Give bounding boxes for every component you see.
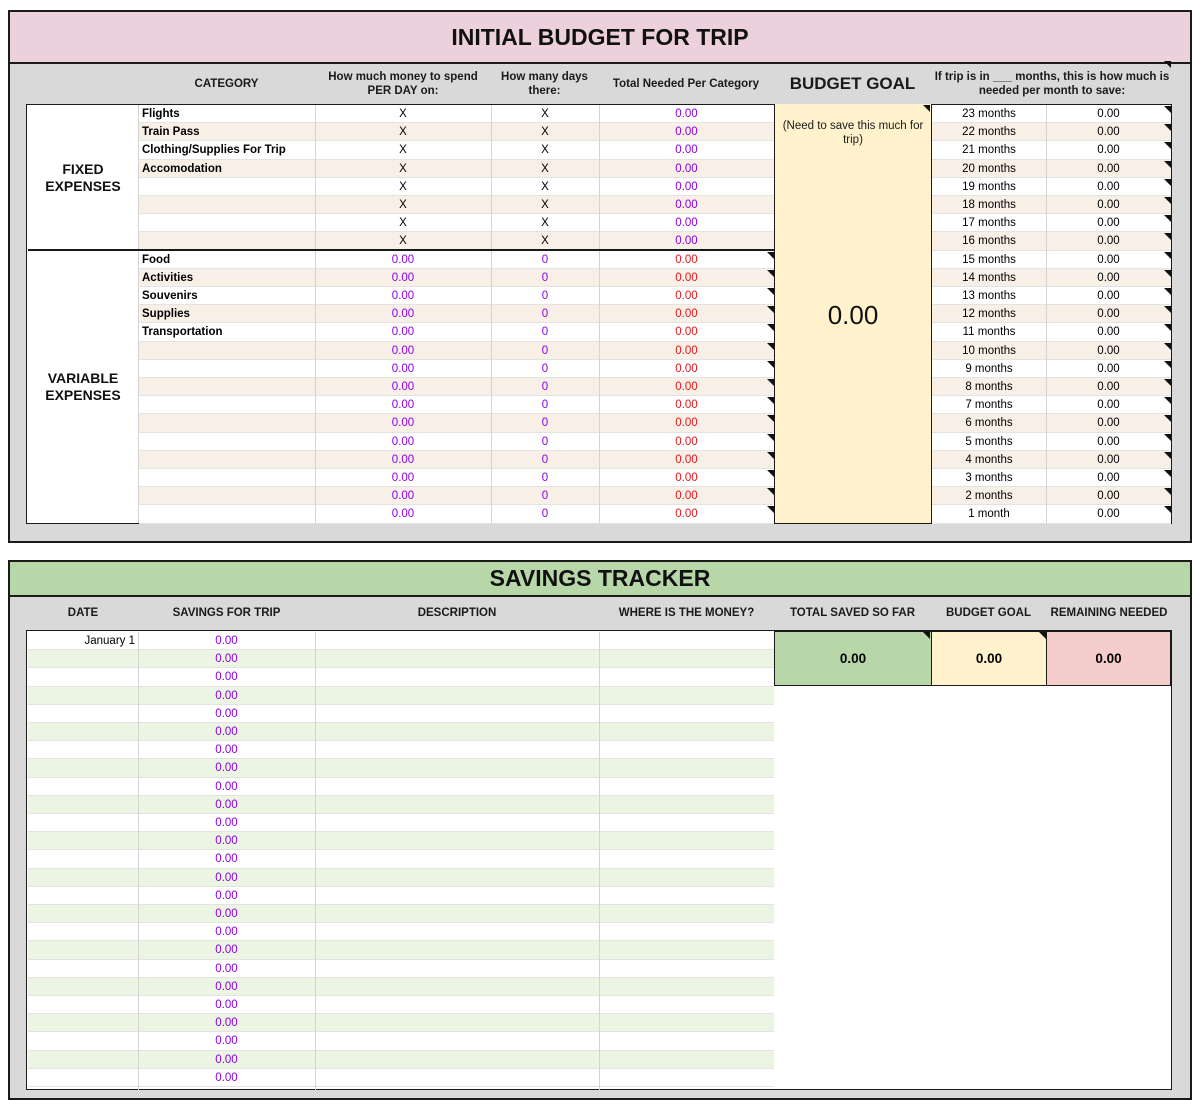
total-cell[interactable]: 0.00 [675, 108, 698, 120]
total-cell[interactable]: 0.00 [675, 162, 698, 175]
comment-marker [1164, 488, 1171, 495]
comment-marker [923, 105, 930, 112]
monthly-amount[interactable]: 0.00 [1097, 126, 1120, 139]
comment-marker [1164, 343, 1171, 350]
total-cell[interactable]: 0.00 [675, 472, 698, 484]
total-cell[interactable]: 0.00 [675, 126, 698, 139]
savings-amount-cell[interactable]: 0.00 [215, 835, 238, 848]
months-label: 7 months [965, 399, 1013, 412]
monthly-amount[interactable]: 0.00 [1097, 253, 1120, 266]
monthly-amount[interactable]: 0.00 [1097, 435, 1120, 448]
comment-marker [767, 306, 774, 313]
savings-amount-cell[interactable]: 0.00 [215, 707, 238, 720]
savings-goal-value: 0.00 [975, 651, 1003, 666]
per-day-cell[interactable]: 0.00 [391, 508, 415, 521]
days-cell[interactable]: 0 [541, 362, 549, 375]
days-cell[interactable]: X [541, 199, 549, 211]
days-cell[interactable]: 0 [541, 508, 549, 521]
total-cell[interactable]: 0.00 [675, 217, 698, 230]
comment-marker [1164, 452, 1171, 459]
category-cell[interactable]: Transportation [142, 326, 223, 339]
total-cell[interactable]: 0.00 [675, 508, 698, 521]
category-cell[interactable]: Clothing/Supplies For Trip [142, 144, 286, 157]
savings-amount-cell[interactable]: 0.00 [215, 853, 238, 866]
savings-amount-cell[interactable]: 0.00 [215, 780, 238, 793]
months-label: 2 months [965, 490, 1013, 503]
days-cell[interactable]: X [541, 180, 549, 193]
savings-amount-cell[interactable]: 0.00 [215, 1017, 238, 1030]
savings-title: SAVINGS TRACKER [10, 562, 1190, 597]
total-cell[interactable]: 0.00 [675, 326, 698, 339]
header-days: How many days there: [501, 71, 588, 97]
months-label: 5 months [965, 435, 1013, 448]
total-saved-value: 0.00 [839, 651, 867, 666]
per-day-cell[interactable]: X [399, 217, 407, 230]
per-day-cell[interactable]: 0.00 [391, 362, 415, 375]
months-label: 23 months [962, 108, 1016, 120]
savings-amount-cell[interactable]: 0.00 [215, 762, 238, 775]
savings-amount-cell[interactable]: 0.00 [215, 980, 238, 993]
monthly-amount[interactable]: 0.00 [1097, 344, 1120, 357]
monthly-amount[interactable]: 0.00 [1097, 417, 1120, 430]
total-cell[interactable]: 0.00 [675, 490, 698, 503]
months-label: 11 months [962, 326, 1016, 339]
comment-marker [767, 397, 774, 404]
months-label: 16 months [962, 235, 1016, 248]
header-per-day: How much money to spend PER DAY on: [328, 71, 478, 97]
per-day-cell[interactable]: 0.00 [391, 344, 415, 357]
grid-line [599, 105, 600, 523]
months-label: 21 months [962, 144, 1016, 157]
days-cell[interactable]: 0 [541, 290, 549, 302]
savings-amount-cell[interactable]: 0.00 [215, 653, 238, 666]
grid-line [491, 105, 492, 523]
monthly-amount[interactable]: 0.00 [1097, 508, 1120, 521]
days-cell[interactable]: X [541, 144, 549, 157]
group-divider [28, 249, 774, 251]
category-cell[interactable]: Train Pass [142, 126, 200, 139]
total-cell[interactable]: 0.00 [675, 417, 698, 430]
savings-amount-cell[interactable]: 0.00 [215, 944, 238, 957]
comment-marker [767, 415, 774, 422]
monthly-amount[interactable]: 0.00 [1097, 399, 1120, 412]
monthly-amount[interactable]: 0.00 [1097, 453, 1120, 466]
comment-marker [1164, 397, 1171, 404]
header-date: DATE [67, 607, 99, 619]
monthly-amount[interactable]: 0.00 [1097, 108, 1120, 120]
months-label: 6 months [965, 417, 1013, 430]
header-total: Total Needed Per Category [612, 78, 760, 90]
comment-marker [1164, 288, 1171, 295]
comment-marker [1164, 306, 1171, 313]
savings-amount-cell[interactable]: 0.00 [215, 689, 238, 702]
months-label: 20 months [962, 162, 1016, 175]
days-cell[interactable]: 0 [541, 308, 549, 321]
per-day-cell[interactable]: 0.00 [391, 326, 415, 339]
savings-amount-cell[interactable]: 0.00 [215, 798, 238, 811]
months-label: 12 months [962, 308, 1016, 321]
monthly-amount[interactable]: 0.00 [1097, 362, 1120, 375]
monthly-amount[interactable]: 0.00 [1097, 144, 1120, 157]
total-saved-box [774, 631, 932, 686]
comment-marker [1164, 252, 1171, 259]
days-cell[interactable]: 0 [541, 381, 549, 393]
header-category: CATEGORY [194, 78, 259, 90]
fixed-expenses-label: FIXED EXPENSES [45, 160, 121, 194]
monthly-amount[interactable]: 0.00 [1097, 162, 1120, 175]
remaining-box [1046, 631, 1171, 686]
comment-marker [1164, 161, 1171, 168]
monthly-amount[interactable]: 0.00 [1097, 326, 1120, 339]
months-label: 10 months [962, 344, 1016, 357]
total-cell[interactable]: 0.00 [675, 362, 698, 375]
savings-amount-cell[interactable]: 0.00 [215, 1053, 238, 1066]
category-cell[interactable]: Souvenirs [142, 290, 198, 302]
total-cell[interactable]: 0.00 [675, 435, 698, 448]
per-day-cell[interactable]: 0.00 [391, 417, 415, 430]
per-day-cell[interactable]: 0.00 [391, 308, 415, 321]
monthly-amount[interactable]: 0.00 [1097, 490, 1120, 503]
comment-marker [1164, 142, 1171, 149]
monthly-amount[interactable]: 0.00 [1097, 472, 1120, 484]
comment-marker [767, 470, 774, 477]
days-cell[interactable]: X [541, 126, 549, 139]
grid-line [1046, 105, 1047, 523]
header-budget-goal: BUDGET GOAL [789, 74, 916, 93]
savings-amount-cell[interactable]: 0.00 [215, 744, 238, 757]
months-label: 14 months [962, 271, 1016, 284]
comment-marker [1164, 470, 1171, 477]
per-day-cell[interactable]: X [399, 180, 407, 193]
comment-marker [1164, 324, 1171, 331]
total-cell[interactable]: 0.00 [675, 453, 698, 466]
per-day-cell[interactable]: 0.00 [391, 453, 415, 466]
total-cell[interactable]: 0.00 [675, 290, 698, 302]
months-label: 15 months [962, 253, 1016, 266]
budget-title: INITIAL BUDGET FOR TRIP [10, 12, 1190, 64]
comment-marker [1164, 61, 1171, 68]
comment-marker [1164, 124, 1171, 131]
total-cell[interactable]: 0.00 [675, 144, 698, 157]
savings-amount-cell[interactable]: 0.00 [215, 635, 238, 647]
savings-goal-box [931, 631, 1047, 686]
per-day-cell[interactable]: X [399, 162, 407, 175]
comment-marker [767, 252, 774, 259]
grid-line [138, 105, 139, 523]
months-label: 1 month [968, 508, 1010, 521]
days-cell[interactable]: 0 [541, 453, 549, 466]
remaining-value: 0.00 [1095, 651, 1122, 666]
date-cell[interactable]: January 1 [84, 635, 135, 647]
header-months: If trip is in ___ months, this is how much is needed per month to save: [934, 71, 1170, 97]
days-cell[interactable]: 0 [541, 253, 549, 266]
per-day-cell[interactable]: X [399, 199, 407, 211]
days-cell[interactable]: X [541, 235, 549, 248]
monthly-amount[interactable]: 0.00 [1097, 381, 1120, 393]
days-cell[interactable]: X [541, 108, 549, 120]
per-day-cell[interactable]: 0.00 [391, 435, 415, 448]
grid-line [315, 632, 316, 1092]
category-cell[interactable]: Accomodation [142, 162, 222, 175]
savings-amount-cell[interactable]: 0.00 [215, 726, 238, 738]
comment-marker [1164, 106, 1171, 113]
total-cell[interactable]: 0.00 [675, 381, 698, 393]
header-description: DESCRIPTION [417, 607, 497, 619]
total-cell[interactable]: 0.00 [675, 199, 698, 211]
total-cell[interactable]: 0.00 [675, 253, 698, 266]
comment-marker [1164, 270, 1171, 277]
comment-marker [1164, 197, 1171, 204]
monthly-amount[interactable]: 0.00 [1097, 308, 1120, 321]
comment-marker [767, 324, 774, 331]
savings-amount-cell[interactable]: 0.00 [215, 1071, 238, 1084]
grid-line [138, 632, 139, 1092]
comment-marker [1164, 506, 1171, 513]
comment-marker [767, 361, 774, 368]
months-label: 22 months [962, 126, 1016, 139]
savings-amount-cell[interactable]: 0.00 [215, 926, 238, 939]
monthly-amount[interactable]: 0.00 [1097, 271, 1120, 284]
per-day-cell[interactable]: X [399, 108, 407, 120]
comment-marker [767, 288, 774, 295]
months-label: 9 months [965, 362, 1013, 375]
comment-marker [1039, 632, 1046, 639]
category-cell[interactable]: Flights [142, 108, 180, 120]
total-cell[interactable]: 0.00 [675, 271, 698, 284]
per-day-cell[interactable]: 0.00 [391, 472, 415, 484]
per-day-cell[interactable]: X [399, 235, 407, 248]
days-cell[interactable]: 0 [541, 472, 549, 484]
variable-expenses-label: VARIABLE EXPENSES [45, 370, 121, 403]
days-cell[interactable]: 0 [541, 417, 549, 430]
monthly-amount[interactable]: 0.00 [1097, 199, 1120, 211]
months-label: 13 months [962, 290, 1016, 302]
comment-marker [767, 488, 774, 495]
savings-amount-cell[interactable]: 0.00 [215, 671, 238, 684]
savings-amount-cell[interactable]: 0.00 [215, 817, 238, 829]
grid-line [599, 632, 600, 1092]
months-label: 18 months [962, 199, 1016, 211]
total-cell[interactable]: 0.00 [675, 180, 698, 193]
per-day-cell[interactable]: 0.00 [391, 253, 415, 266]
days-cell[interactable]: 0 [541, 399, 549, 412]
monthly-amount[interactable]: 0.00 [1097, 217, 1120, 230]
budget-goal-value: 0.00 [827, 300, 879, 330]
days-cell[interactable]: 0 [541, 271, 549, 284]
savings-amount-cell[interactable]: 0.00 [215, 999, 238, 1011]
comment-marker [1164, 415, 1171, 422]
comment-marker [767, 452, 774, 459]
comment-marker [767, 379, 774, 386]
budget-goal-note: (Need to save this much for trip) [782, 120, 924, 146]
savings-amount-cell[interactable]: 0.00 [215, 908, 238, 920]
category-cell[interactable]: Supplies [142, 308, 190, 321]
total-cell[interactable]: 0.00 [675, 308, 698, 321]
savings-amount-cell[interactable]: 0.00 [215, 889, 238, 902]
header-savings: SAVINGS FOR TRIP [172, 607, 281, 619]
comment-marker [767, 506, 774, 513]
comment-marker [1164, 361, 1171, 368]
comment-marker [767, 343, 774, 350]
days-cell[interactable]: 0 [541, 326, 549, 339]
category-cell[interactable]: Food [142, 253, 171, 266]
comment-marker [1164, 434, 1171, 441]
per-day-cell[interactable]: X [399, 144, 407, 157]
months-label: 3 months [965, 472, 1013, 484]
comment-marker [923, 632, 930, 639]
per-day-cell[interactable]: 0.00 [391, 271, 415, 284]
savings-amount-cell[interactable]: 0.00 [215, 962, 238, 975]
days-cell[interactable]: 0 [541, 344, 549, 357]
comment-marker [1164, 379, 1171, 386]
comment-marker [1164, 179, 1171, 186]
monthly-amount[interactable]: 0.00 [1097, 235, 1120, 248]
days-cell[interactable]: 0 [541, 435, 549, 448]
savings-amount-cell[interactable]: 0.00 [215, 1035, 238, 1048]
savings-amount-cell[interactable]: 0.00 [215, 871, 238, 884]
header-savings-goal: BUDGET GOAL [946, 607, 1031, 619]
days-cell[interactable]: X [541, 217, 549, 230]
total-cell[interactable]: 0.00 [675, 344, 698, 357]
days-cell[interactable]: 0 [541, 490, 549, 503]
per-day-cell[interactable]: 0.00 [391, 399, 415, 412]
header-remaining: REMAINING NEEDED [1050, 607, 1168, 619]
comment-marker [1164, 233, 1171, 240]
per-day-cell[interactable]: 0.00 [391, 381, 415, 393]
per-day-cell[interactable]: 0.00 [391, 490, 415, 503]
header-total-saved: TOTAL SAVED SO FAR [789, 607, 916, 619]
months-label: 8 months [965, 381, 1013, 393]
per-day-cell[interactable]: 0.00 [391, 290, 415, 302]
comment-marker [1164, 215, 1171, 222]
grid-line [315, 105, 316, 523]
per-day-cell[interactable]: X [399, 126, 407, 139]
days-cell[interactable]: X [541, 162, 549, 175]
monthly-amount[interactable]: 0.00 [1097, 290, 1120, 302]
months-label: 4 months [965, 453, 1013, 466]
total-cell[interactable]: 0.00 [675, 235, 698, 248]
comment-marker [767, 270, 774, 277]
comment-marker [767, 434, 774, 441]
months-label: 17 months [962, 217, 1016, 230]
months-label: 19 months [962, 180, 1016, 193]
total-cell[interactable]: 0.00 [675, 399, 698, 412]
category-cell[interactable]: Activities [142, 271, 194, 284]
monthly-amount[interactable]: 0.00 [1097, 180, 1120, 193]
header-where: WHERE IS THE MONEY? [618, 607, 755, 619]
